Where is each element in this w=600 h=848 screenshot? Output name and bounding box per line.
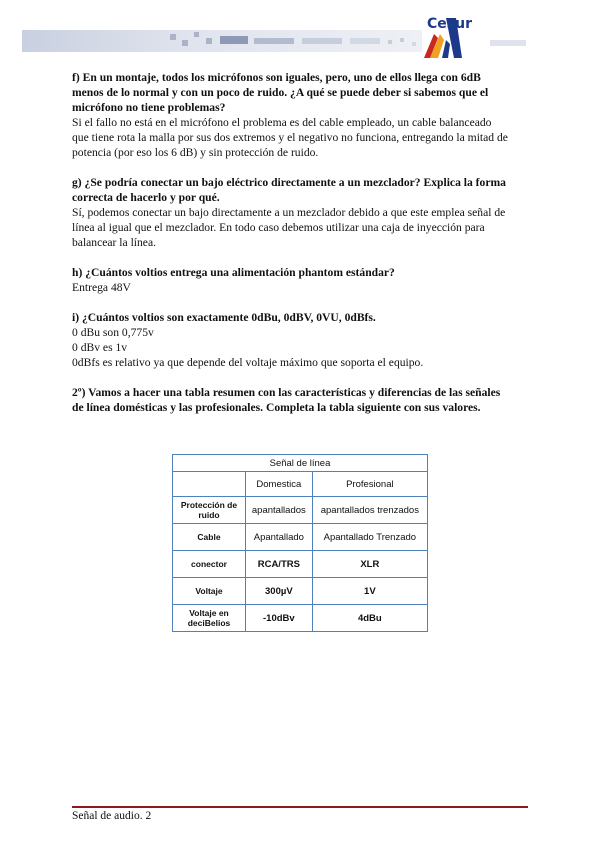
answer-line: que tiene rota la malla por sus dos extremos y el negativo no funciona, entregando la mitad de — [72, 131, 508, 144]
answer-line: Entrega 48V — [72, 281, 131, 294]
table-row — [173, 551, 428, 578]
question-text — [72, 265, 528, 280]
answer-line: 0dBfs es relativo ya que depende del voltaje máximo que soporta el equipo. — [72, 356, 424, 369]
column-header-domestica: Domestica — [246, 472, 313, 497]
question-line: g) ¿Se podría conectar un bajo eléctrico directamente a un mezclador? Explica la forma — [72, 176, 506, 189]
answer-text — [72, 205, 528, 250]
row-label: Voltaje en deciBelios — [173, 605, 246, 632]
question-text — [72, 385, 528, 415]
answer-text — [72, 280, 528, 295]
question-line: i) ¿Cuántos voltios son exactamente 0dBu, 0dBV, 0VU, 0dBfs. — [72, 311, 376, 324]
answer-line: Sí, podemos conectar un bajo directamente a un mezclador debido a que este emplea señal de — [72, 206, 506, 219]
question-line: f) En un montaje, todos los micrófonos son iguales, pero, uno de ellos llega con 6dB — [72, 71, 481, 84]
answer-line: Si el fallo no está en el micrófono el problema es del cable empleado, un cable balanceado — [72, 116, 492, 129]
question-text — [72, 310, 528, 325]
row-label: Voltaje — [173, 578, 246, 605]
cell-profesional: 4dBu — [312, 605, 427, 632]
question-h — [72, 265, 528, 295]
question-line: correcta de hacerlo y por qué. — [72, 191, 220, 204]
answer-text — [72, 115, 528, 160]
question-line: menos de lo normal y con un poco de ruido. ¿A qué se puede deber si sabemos que el — [72, 86, 489, 99]
question-line: de línea domésticas y las profesionales. Completa la tabla siguiente con sus valores. — [72, 401, 481, 414]
question-i — [72, 310, 528, 370]
row-label: Protección de ruido — [173, 497, 246, 524]
cell-domestica: Apantallado — [246, 524, 313, 551]
question-f — [72, 70, 528, 160]
cell-domestica: apantallados — [246, 497, 313, 524]
cell-profesional: 1V — [312, 578, 427, 605]
table-row — [173, 497, 428, 524]
table-title-row — [173, 455, 428, 472]
row-label: Cable — [173, 524, 246, 551]
column-header-profesional: Profesional — [312, 472, 427, 497]
answer-line: potencia (por eso los 6 dB) y sin protección de ruido. — [72, 146, 319, 159]
table-header-row — [173, 472, 428, 497]
question-g — [72, 175, 528, 250]
logo-text: Cesur — [427, 16, 472, 32]
answer-line: balancear la línea. — [72, 236, 156, 249]
question-text — [72, 70, 528, 115]
cell-domestica: -10dBv — [246, 605, 313, 632]
cell-domestica: 300µV — [246, 578, 313, 605]
cell-profesional: XLR — [312, 551, 427, 578]
answer-line: 0 dBv es 1v — [72, 341, 128, 354]
line-signal-table — [172, 454, 428, 632]
table-row — [173, 578, 428, 605]
table-row — [173, 524, 428, 551]
answer-line: línea al igual que el mezclador. En todo caso debemos utilizar una caja de inyección para — [72, 221, 485, 234]
table-title: Señal de línea — [173, 455, 428, 472]
header-pixel-pattern — [150, 28, 530, 56]
answer-text — [72, 325, 528, 370]
table-row — [173, 605, 428, 632]
row-label: conector — [173, 551, 246, 578]
question-line: 2º) Vamos a hacer una tabla resumen con las características y diferencias de las señales — [72, 386, 501, 399]
question-2 — [72, 385, 528, 415]
question-text — [72, 175, 528, 205]
cell-profesional: Apantallado Trenzado — [312, 524, 427, 551]
column-header-empty — [173, 472, 246, 497]
cell-domestica: RCA/TRS — [246, 551, 313, 578]
question-line: micrófono no tiene problemas? — [72, 101, 226, 114]
answer-line: 0 dBu son 0,775v — [72, 326, 154, 339]
question-line: h) ¿Cuántos voltios entrega una alimentación phantom estándar? — [72, 266, 395, 279]
cell-profesional: apantallados trenzados — [312, 497, 427, 524]
footer-divider — [72, 806, 528, 808]
footer-text: Señal de audio. 2 — [72, 810, 152, 822]
document-body — [72, 70, 528, 430]
